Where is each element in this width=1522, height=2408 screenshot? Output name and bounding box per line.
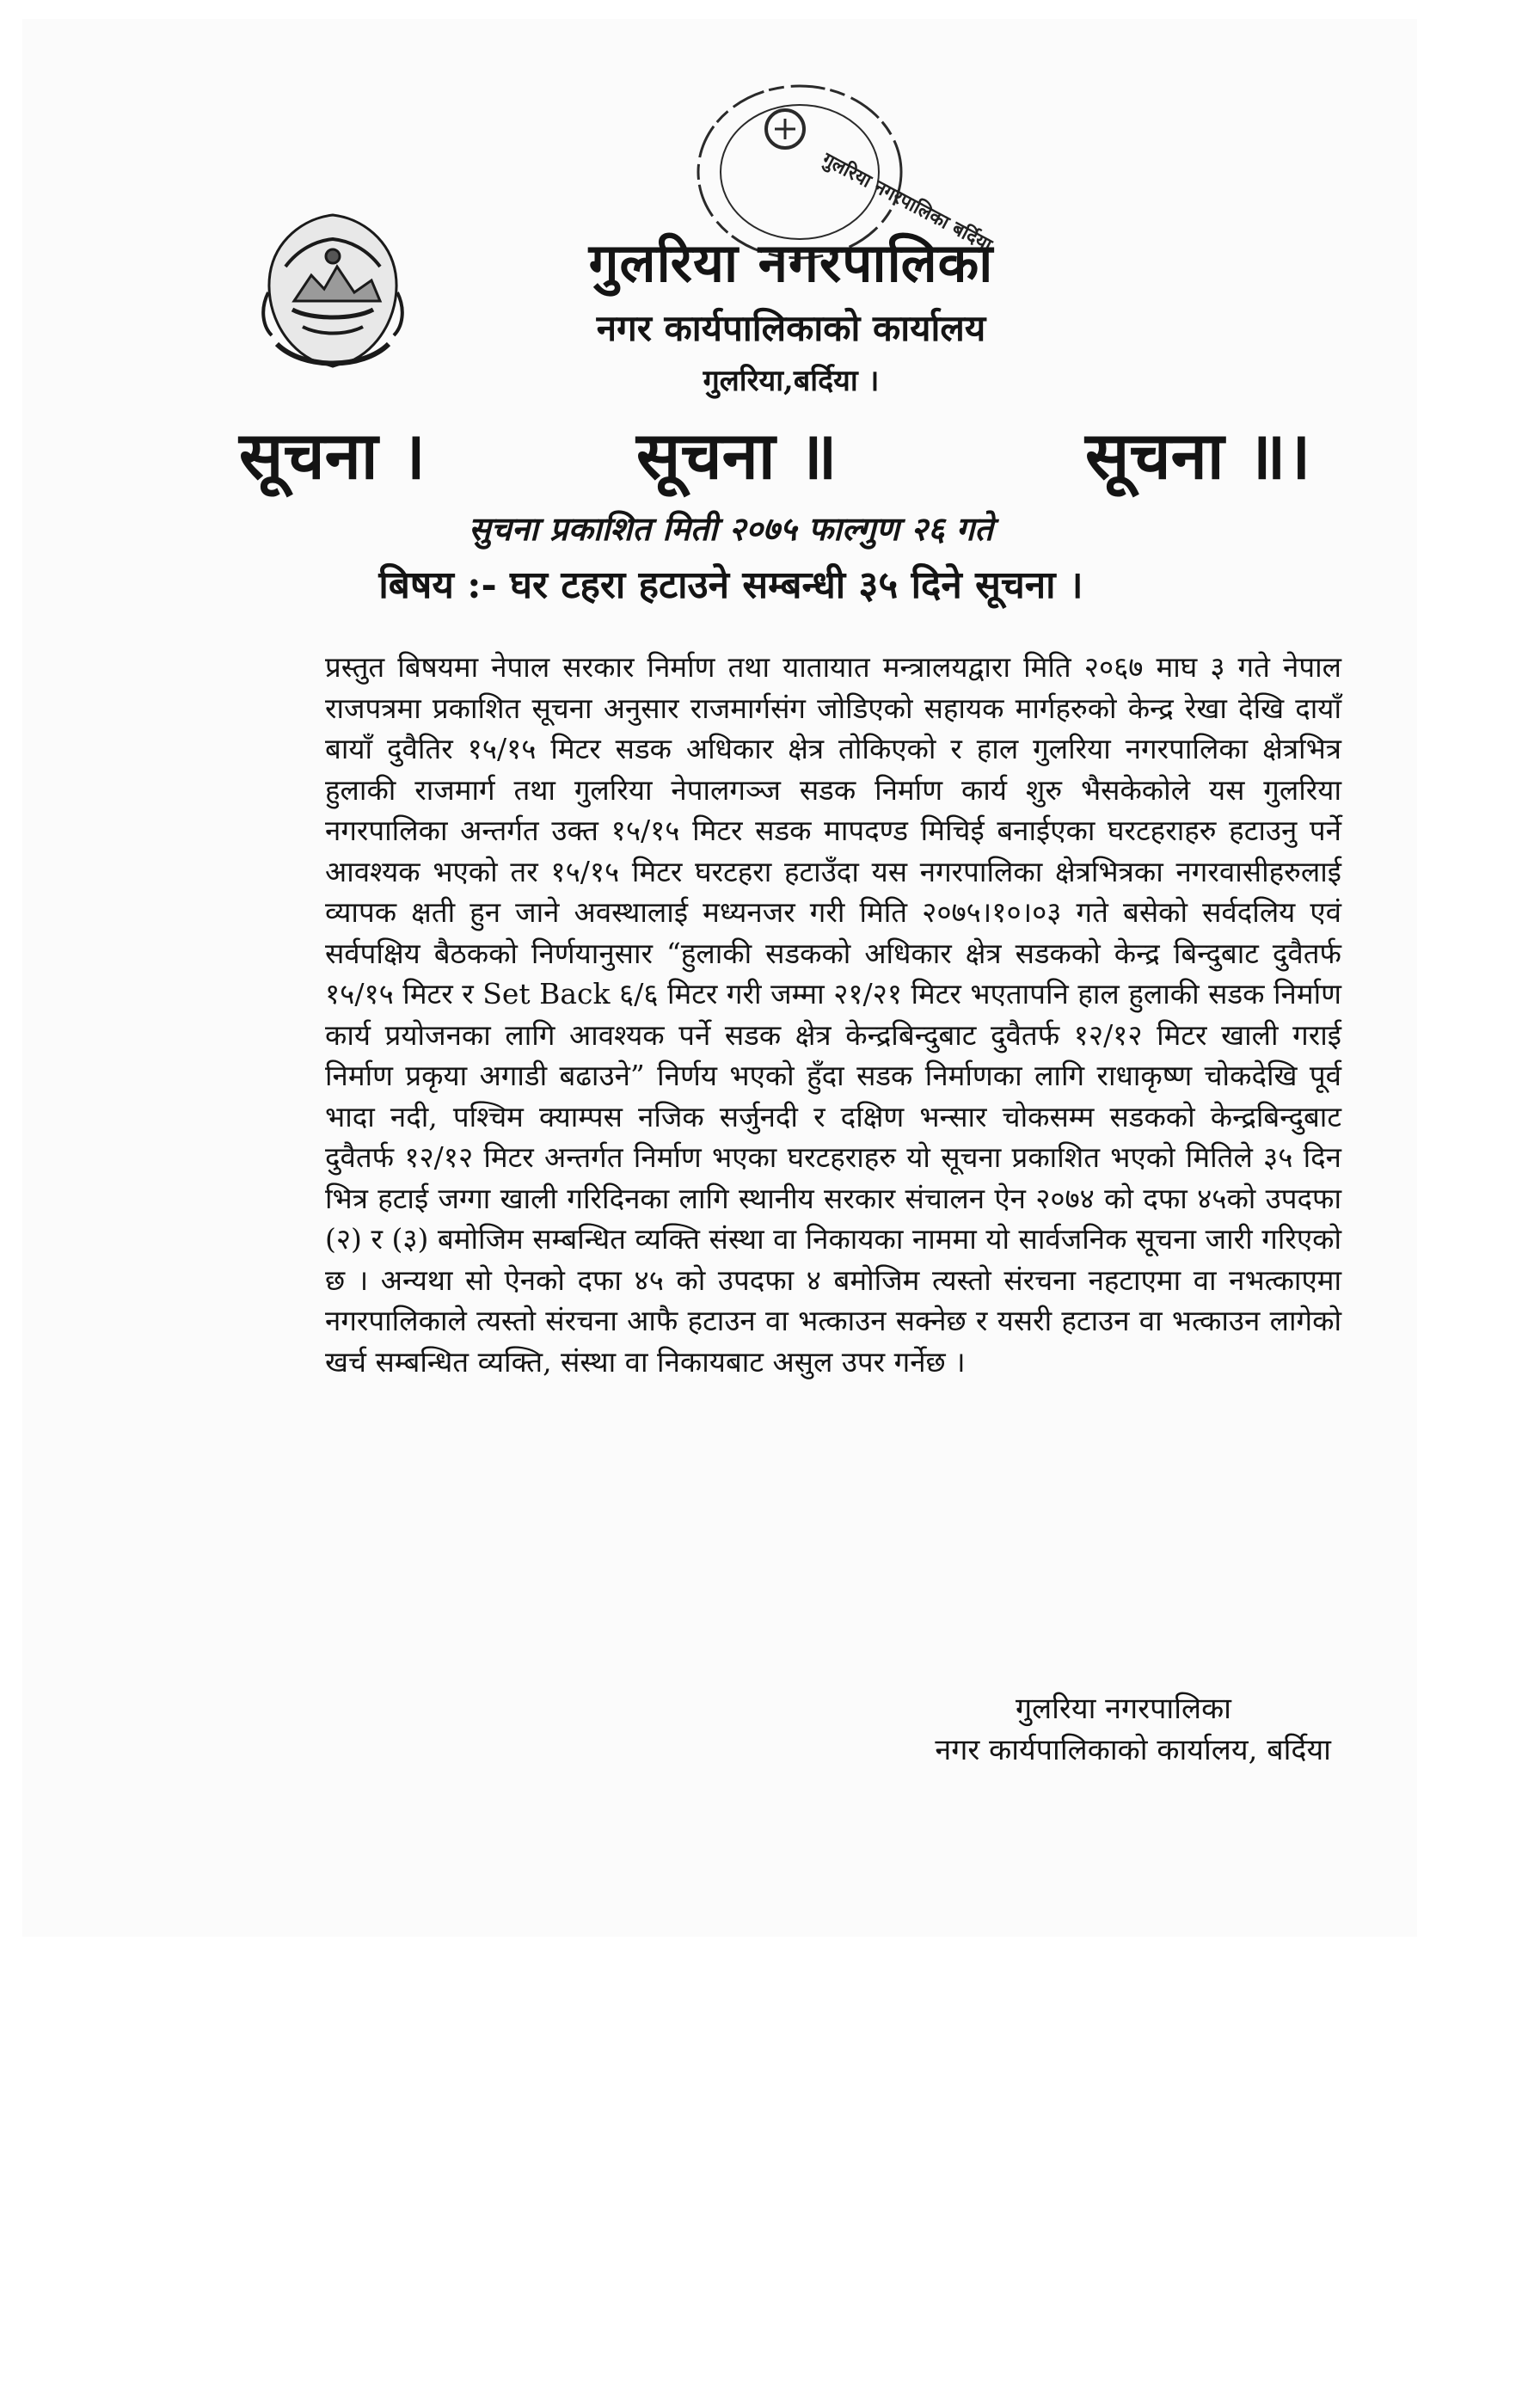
notice-heading-3: सूचना ॥। [1085,417,1311,494]
stamp-text: गुलरिया नगरपालिका बर्दिया [819,149,996,257]
notice-body: प्रस्तुत बिषयमा नेपाल सरकार निर्माण तथा यातायात मन्त्रालयद्वारा मिति २०६७ माघ ३ गते नेपाल राजपत्रमा प्रकाशित सूचना अनुसार राजमार्गसंग जोडिएको सहायक मार्गहरुको केन्द्र रेखा देखि दायाँ बायाँ दुवैतिर १५/१५ मिटर सडक अधिकार क्षेत्र तोकिएको र हाल गुलरिया नगरपालिका क्षेत्रभित्र हुलाकी राजमार्ग तथा गुलरिया नेपालगञ्ज सडक निर्माण कार्य शुरु भैसकेकोले यस गुलरिया नगरपालिका अन्तर्गत उक्त १५/१५ मिटर सडक मापदण्ड मिचिई बनाईएका घरटहराहरु हटाउनु पर्ने आवश्यक भएको तर १५/१५ मिटर घरटहरा हटाउँदा यस नगरपालिका क्षेत्रभित्रका नगरवासीहरुलाई व्यापक क्षती हुन जाने अवस्थालाई मध्यनजर गरी मिति २०७५।१०।०३ गते बसेको सर्वदलिय एवं सर्वपक्षिय बैठकको निर्णयानुसार “हुलाकी सडकको अधिकार क्षेत्र सडकको केन्द्र बिन्दुबाट दुवैतर्फ १५/१५ मिटर र Set Back ६/६ मिटर गरी जम्मा २१/२१ मिटर भएतापनि हाल हुलाकी सडक निर्माण कार्य प्रयोजनका लागि आवश्यक पर्ने सडक क्षेत्र केन्द्रबिन्दुबाट दुवैतर्फ १२/१२ मिटर खाली गराई निर्माण प्रकृया अगाडी बढाउने” निर्णय भएको हुँदा सडक निर्माणका लागि राधाकृष्ण चोकदेखि पूर्व भादा नदी, पश्चिम क्याम्पस नजिक सर्जुनदी र दक्षिण भन्सार चोकसम्म सडकको केन्द्रबिन्दुबाट दुवैतर्फ १२/१२ मिटर अन्तर्गत निर्माण भएका घरटहराहरु यो सूचना प्रकाशित भएको मितिले ३५ दिन भित्र हटाई जग्गा खाली गरिदिनका लागि स्थानीय सरकार संचालन ऐन २०७४ को दफा ४५को उपदफा (२) र (३) बमोजिम सम्बन्धित व्यक्ति संस्था वा निकायका नाममा यो सार्वजनिक सूचना जारी गरिएको छ । अन्यथा सो ऐनको दफा ४५ को उपदफा ४ बमोजिम त्यस्तो संरचना नहटाएमा वा नभत्काएमा नगरपालिकाले त्यस्तो संरचना आफै हटाउन वा भत्काउन सक्नेछ र यसरी हटाउन वा भत्काउन लागेको खर्च सम्बन्धित व्यक्ति, संस्था वा निकायबाट असुल उपर गर्नेछ । [325,650,1341,1379]
office-location: गुलरिया,बर्दिया । [703,364,880,398]
municipality-title: गुलरिया नगरपालिका [588,231,994,294]
publication-date: सुचना प्रकाशित मिती २०७५ फाल्गुण २६ गते [469,509,993,548]
notice-subject: बिषय :- घर टहरा हटाउने सम्बन्धी ३५ दिने सूचना । [378,563,1083,607]
notice-heading-2: सूचना ॥ [636,417,838,494]
notice-heading-1: सूचना । [239,417,426,494]
office-name: नगर कार्यपालिकाको कार्यालय [596,307,986,349]
signature-line-1: गुलरिया नगरपालिका [1015,1692,1231,1726]
signature-line-2: नगर कार्यपालिकाको कार्यालय, बर्दिया [935,1733,1331,1767]
